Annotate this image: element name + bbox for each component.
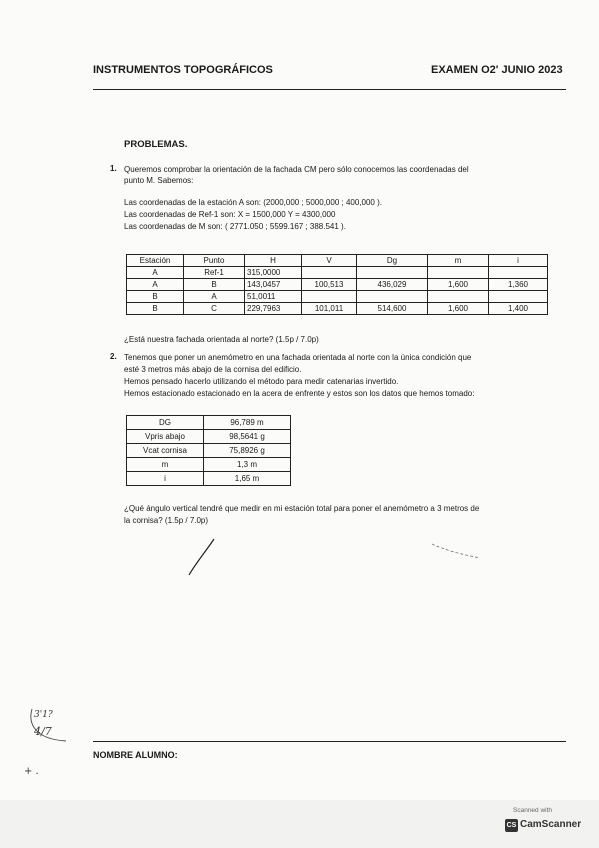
table-row [127, 444, 291, 458]
header-divider [93, 89, 566, 90]
table-cell [489, 267, 548, 279]
table-row [127, 291, 548, 303]
handwritten-score-top: 3'1? [34, 710, 53, 720]
table-cell: 1,3 m [204, 458, 291, 472]
col-header-punto: Punto [184, 255, 245, 267]
problem-2-question-line-1: ¿Qué ángulo vertical tendré que medir en mi estación total para poner el anemómetro a 3 metros de [124, 504, 480, 513]
table-cell: Vpris abajo [127, 430, 204, 444]
pen-scribble-mark [430, 540, 490, 565]
table-cell: 1,65 m [204, 472, 291, 486]
table-row [127, 472, 291, 486]
table-row [127, 267, 548, 279]
table-cell: B [184, 279, 245, 291]
table-row [127, 458, 291, 472]
table-cell: 1,360 [489, 279, 548, 291]
table-cell: 1,600 [428, 279, 489, 291]
table-cell: 514,600 [357, 303, 428, 315]
pen-stroke-mark [180, 535, 220, 580]
table-row [127, 279, 548, 291]
coords-ref-1: Las coordenadas de Ref-1 son: X = 1500,000 Y = 4300,000 [124, 210, 336, 219]
problem-2-number: 2. [110, 352, 117, 361]
table-cell: A [184, 291, 245, 303]
problem-1-number: 1. [110, 164, 117, 173]
camscanner-watermark [503, 805, 585, 839]
col-header-m: m [428, 255, 489, 267]
col-header-h: H [245, 255, 302, 267]
table-cell: 51,0011 [245, 291, 302, 303]
table-cell [489, 291, 548, 303]
camscanner-logo-icon: CS [505, 819, 518, 832]
table-cell: 75,8926 g [204, 444, 291, 458]
problem-1-line-2: punto M. Sabemos: [124, 176, 194, 185]
course-title: INSTRUMENTOS TOPOGRÁFICOS [93, 64, 273, 76]
table-cell: 1,400 [489, 303, 548, 315]
table-cell: m [127, 458, 204, 472]
table-cell: 229,7963 [245, 303, 302, 315]
table-cell [302, 267, 357, 279]
student-name-label: NOMBRE ALUMNO: [93, 750, 178, 760]
table-cell [357, 267, 428, 279]
problem-1-line-1: Queremos comprobar la orientación de la fachada CM pero sólo conocemos las coordenadas del [124, 165, 469, 174]
col-header-i: i [489, 255, 548, 267]
table-cell: 98,5641 g [204, 430, 291, 444]
table-cell [357, 291, 428, 303]
section-title: PROBLEMAS. [124, 139, 188, 150]
watermark-brand: CamScanner [520, 819, 582, 830]
table-cell: C [184, 303, 245, 315]
table-cell: 1,600 [428, 303, 489, 315]
table-row [127, 303, 548, 315]
problem-2-line-1: Tenemos que poner un anemómetro en una fachada orientada al norte con la única condición que [124, 353, 472, 362]
problem-2-question-line-2: la cornisa? (1.5p / 7.0p) [124, 516, 209, 525]
table-row [127, 416, 291, 430]
measurements-table [126, 415, 291, 486]
coords-m: Las coordenadas de M son: ( 2771.050 ; 5599.167 ; 388.541 ). [124, 222, 346, 231]
table-cell: 96,789 m [204, 416, 291, 430]
problem-2-line-3: Hemos pensado hacerlo utilizando el método para medir catenarias invertido. [124, 377, 399, 386]
col-header-v: V [302, 255, 357, 267]
table-cell: 100,513 [302, 279, 357, 291]
table-cell: B [127, 303, 184, 315]
table-cell: i [127, 472, 204, 486]
problem-2-line-2: esté 3 metros más abajo de la cornisa del edificio. [124, 365, 302, 374]
handwritten-score-bottom: 4/7 [34, 725, 52, 738]
table-cell: A [127, 267, 184, 279]
table-header-row [127, 255, 548, 267]
table-cell: Vcat cornisa [127, 444, 204, 458]
problem-2-line-4: Hemos estacionado estacionado en la acera de enfrente y estos son los datos que hemos tomado: [124, 389, 475, 398]
problem-1-question: ¿Está nuestra fachada orientada al norte? (1.5p / 7.0p) [124, 335, 319, 344]
coords-station-a: Las coordenadas de la estación A son: (2000,000 ; 5000,000 ; 400,000 ). [124, 198, 382, 207]
table-cell [428, 267, 489, 279]
watermark-caption: Scanned with [513, 807, 553, 814]
table-cell: B [127, 291, 184, 303]
table-cell: 101,011 [302, 303, 357, 315]
table-row [127, 430, 291, 444]
score-circle-mark [26, 705, 76, 745]
table-cell: 315,0000 [245, 267, 302, 279]
handwritten-plus-mark: + . [24, 766, 39, 777]
table-cell: DG [127, 416, 204, 430]
table-cell: A [127, 279, 184, 291]
footer-divider [93, 741, 566, 742]
col-header-dg: Dg [357, 255, 428, 267]
table-cell: Ref-1 [184, 267, 245, 279]
table-cell: 436,029 [357, 279, 428, 291]
table-cell [428, 291, 489, 303]
observations-table [126, 254, 548, 315]
exam-date: EXAMEN O2' JUNIO 2023 [431, 64, 563, 76]
col-header-estacion: Estación [127, 255, 184, 267]
table-cell: 143,0457 [245, 279, 302, 291]
table-cell [302, 291, 357, 303]
